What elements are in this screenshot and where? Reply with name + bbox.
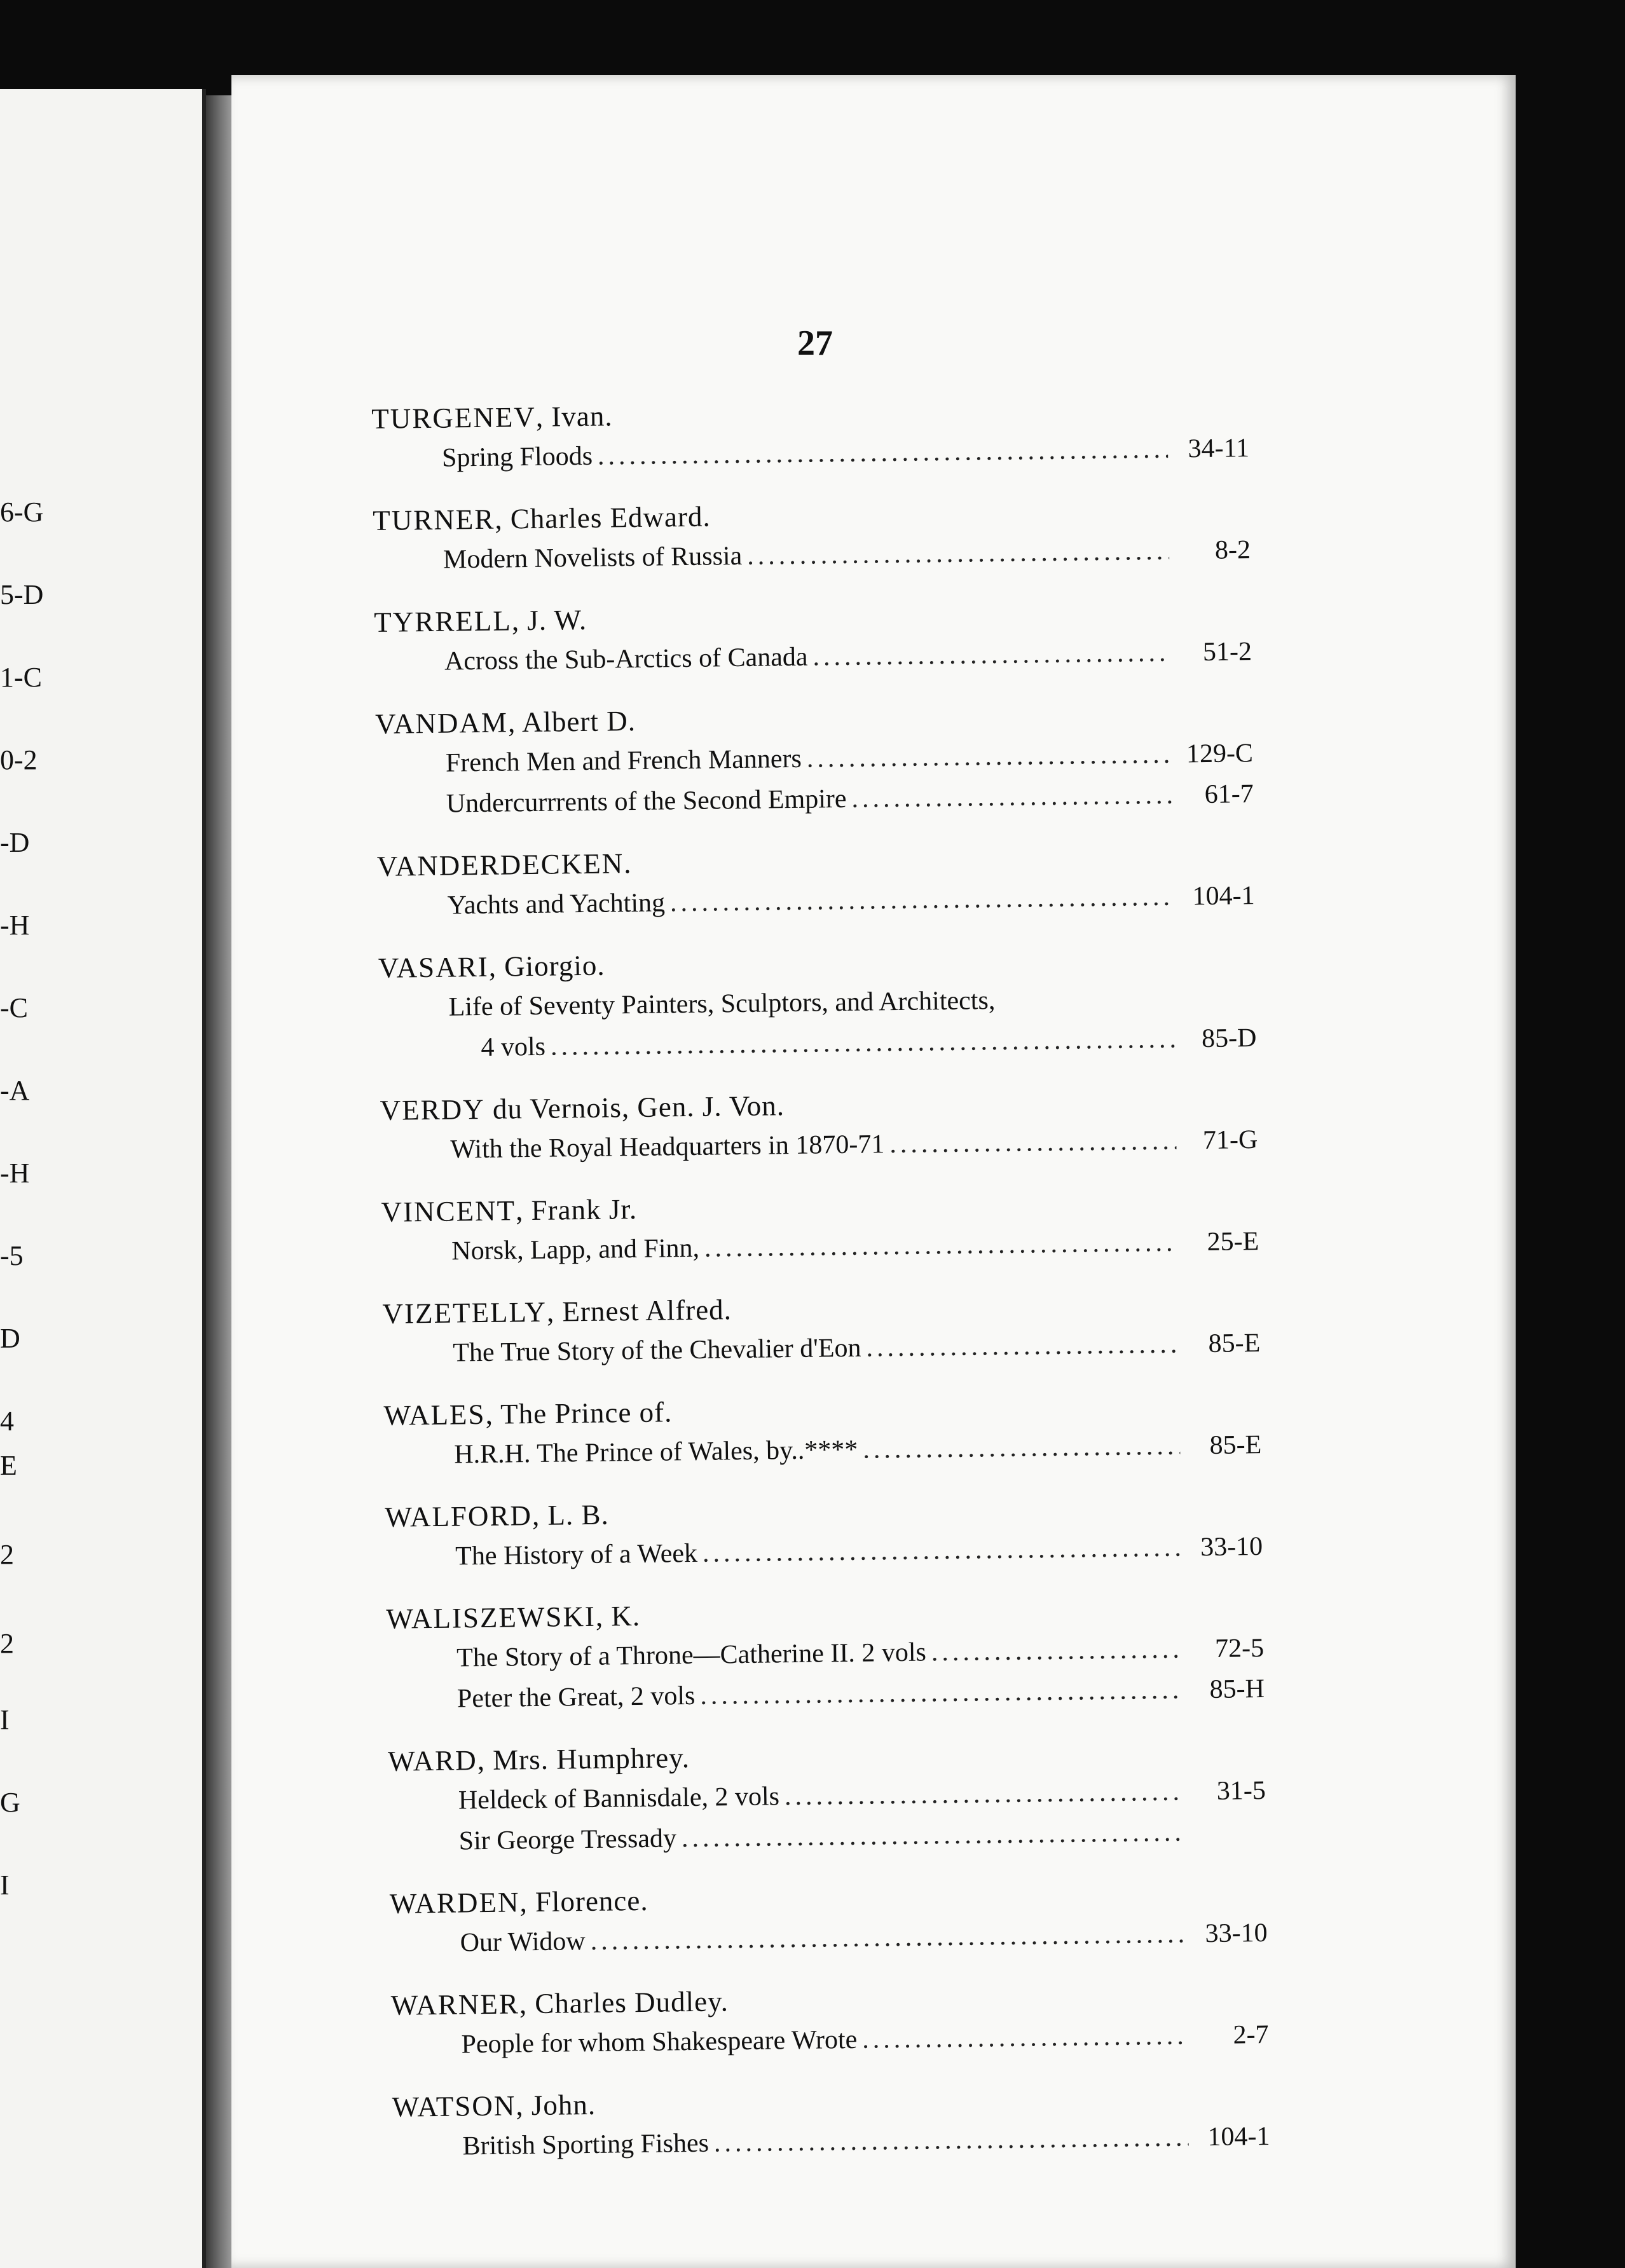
facing-page-ref: E bbox=[0, 1450, 17, 1481]
index-entries bbox=[371, 388, 1270, 2189]
author-surname: WARNER bbox=[390, 1988, 520, 2021]
dot-leader bbox=[851, 775, 1172, 819]
author-forename: , Charles Edward. bbox=[495, 500, 711, 535]
shelf-reference: 33-10 bbox=[1205, 1918, 1268, 1949]
shelf-reference: 72-5 bbox=[1214, 1633, 1265, 1663]
dot-leader bbox=[551, 1019, 1176, 1067]
author-surname: VANDAM bbox=[374, 706, 509, 740]
facing-page bbox=[0, 89, 206, 2268]
index-entry bbox=[392, 2077, 1270, 2168]
author-forename: , L. B. bbox=[531, 1498, 610, 1532]
dot-leader bbox=[703, 1527, 1182, 1574]
author-surname: WARD bbox=[387, 1744, 477, 1777]
author-forename: , Charles Dudley. bbox=[519, 1985, 729, 2020]
author-surname: WALISZEWSKI bbox=[386, 1600, 596, 1635]
dot-leader bbox=[863, 1426, 1181, 1470]
facing-page-ref: 4 bbox=[0, 1405, 14, 1437]
work-title: Life of Seventy Painters, Sculptors, and Architects, bbox=[448, 986, 996, 1022]
binding-gutter bbox=[206, 95, 231, 2268]
facing-page-ref: G bbox=[0, 1787, 20, 1818]
author-surname: WALES bbox=[383, 1398, 486, 1431]
facing-page-ref: 1-C bbox=[0, 662, 42, 693]
facing-page-ref: 2 bbox=[0, 1539, 14, 1570]
author-surname: WALFORD bbox=[385, 1499, 533, 1533]
work-title: Sir George Tressady bbox=[458, 1824, 677, 1856]
dot-leader bbox=[590, 1914, 1186, 1962]
dot-leader bbox=[862, 2016, 1188, 2060]
author-surname: VANDERDECKEN bbox=[376, 847, 624, 882]
work-title: Heldeck of Bannisdale, 2 vols bbox=[458, 1782, 780, 1815]
shelf-reference: 25-E bbox=[1207, 1227, 1259, 1257]
dot-leader bbox=[670, 877, 1174, 924]
author-forename: , The Prince of. bbox=[485, 1396, 673, 1430]
facing-page-ref: -5 bbox=[0, 1240, 24, 1271]
index-page bbox=[231, 75, 1516, 2268]
author-forename: . bbox=[623, 847, 632, 880]
facing-page-ref: 0-2 bbox=[0, 744, 38, 775]
dot-leader bbox=[700, 1670, 1183, 1716]
shelf-reference: 85-D bbox=[1201, 1023, 1257, 1054]
dot-leader bbox=[598, 429, 1169, 477]
shelf-reference: 104-1 bbox=[1192, 881, 1255, 912]
shelf-reference: 2-7 bbox=[1233, 2019, 1269, 2050]
shelf-reference: 8-2 bbox=[1214, 535, 1251, 565]
author-surname: TURNER bbox=[373, 503, 495, 536]
shelf-reference: 85-H bbox=[1209, 1674, 1265, 1705]
work-title-continuation: 4 vols bbox=[481, 1032, 546, 1062]
dot-leader bbox=[704, 1222, 1178, 1269]
facing-page-ref: -C bbox=[0, 992, 28, 1023]
shelf-reference: 129-C bbox=[1186, 739, 1254, 769]
facing-page-ref: 5-D bbox=[0, 579, 44, 610]
facing-page-ref: I bbox=[0, 1704, 10, 1735]
work-title: Norsk, Lapp, and Finn, bbox=[451, 1233, 700, 1266]
index-entry bbox=[380, 1080, 1258, 1171]
author-surname: WATSON bbox=[392, 2089, 516, 2123]
index-entry bbox=[385, 1487, 1263, 1578]
work-title: Peter the Great, 2 vols bbox=[456, 1681, 696, 1714]
shelf-reference: 85-E bbox=[1208, 1329, 1261, 1359]
index-entry bbox=[375, 693, 1254, 825]
dot-leader bbox=[931, 1629, 1183, 1673]
author-forename: , Frank Jr. bbox=[515, 1192, 638, 1227]
index-entry bbox=[386, 1588, 1265, 1720]
work-title: H.R.H. The Prince of Wales, by..**** bbox=[454, 1435, 858, 1470]
work-title: Spring Floods bbox=[441, 441, 593, 473]
author-forename: , Mrs. Humphrey. bbox=[477, 1742, 690, 1777]
work-title: Modern Novelists of Russia bbox=[442, 541, 743, 575]
work-title: Our Widow bbox=[460, 1927, 586, 1958]
index-entry bbox=[383, 1385, 1261, 1476]
index-entry bbox=[377, 836, 1255, 927]
work-title: Undercurrrents of the Second Empire bbox=[446, 784, 847, 819]
index-entry bbox=[374, 592, 1252, 683]
index-entry bbox=[390, 1873, 1268, 1964]
author-forename: , K. bbox=[595, 1599, 641, 1632]
author-surname: VASARI bbox=[378, 950, 489, 984]
dot-leader bbox=[812, 632, 1170, 678]
work-title: People for whom Shakespeare Wrote bbox=[461, 2025, 858, 2060]
author-forename: , Ernest Alfred. bbox=[546, 1294, 732, 1328]
facing-page-ref: -D bbox=[0, 827, 30, 858]
index-entry bbox=[381, 1182, 1259, 1273]
index-entry bbox=[373, 490, 1251, 581]
author-forename: , Albert D. bbox=[507, 704, 636, 739]
dot-leader bbox=[889, 1121, 1177, 1165]
facing-page-ref: I bbox=[0, 1869, 10, 1901]
author-forename: , Giorgio. bbox=[488, 949, 605, 983]
author-surname: VERDY bbox=[380, 1093, 485, 1126]
dot-leader bbox=[866, 1324, 1179, 1369]
author-surname: VINCENT bbox=[381, 1194, 516, 1228]
index-entry bbox=[371, 388, 1249, 479]
author-forename: du Vernois, Gen. J. Von. bbox=[484, 1090, 785, 1125]
shelf-reference: 33-10 bbox=[1200, 1532, 1263, 1562]
author-forename: , John. bbox=[516, 2088, 596, 2122]
work-title: The True Story of the Chevalier d'Eon bbox=[453, 1333, 861, 1368]
work-title: The History of a Week bbox=[455, 1538, 698, 1571]
facing-page-ref: -A bbox=[0, 1075, 30, 1106]
work-title: Yachts and Yachting bbox=[447, 888, 666, 920]
author-surname: TYRRELL bbox=[373, 605, 512, 638]
dot-leader bbox=[785, 1772, 1185, 1817]
facing-page-ref: -H bbox=[0, 1158, 30, 1189]
index-entry bbox=[390, 1975, 1268, 2066]
shelf-reference: 51-2 bbox=[1202, 637, 1252, 667]
dot-leader bbox=[682, 1812, 1185, 1859]
author-forename: , Florence. bbox=[519, 1884, 648, 1918]
shelf-reference: 71-G bbox=[1202, 1125, 1258, 1156]
facing-page-ref: 6-G bbox=[0, 496, 44, 528]
author-surname: TURGENEV bbox=[371, 400, 537, 435]
facing-page-ref: 2 bbox=[0, 1628, 14, 1659]
page-number: 27 bbox=[797, 324, 833, 363]
dot-leader bbox=[806, 734, 1172, 779]
dot-leader bbox=[747, 531, 1170, 577]
shelf-reference: 85-E bbox=[1209, 1430, 1262, 1461]
author-forename: , J. W. bbox=[511, 603, 587, 637]
index-entry bbox=[378, 938, 1257, 1069]
shelf-reference: 61-7 bbox=[1204, 779, 1254, 810]
index-entry bbox=[382, 1283, 1260, 1374]
shelf-reference: 104-1 bbox=[1207, 2121, 1270, 2152]
work-title: British Sporting Fishes bbox=[462, 2128, 710, 2161]
shelf-reference: 31-5 bbox=[1216, 1775, 1266, 1806]
work-title: With the Royal Headquarters in 1870-71 bbox=[450, 1130, 885, 1165]
work-title: Across the Sub-Arctics of Canada bbox=[444, 642, 808, 676]
dot-leader bbox=[714, 2117, 1189, 2164]
author-surname: VIZETELLY bbox=[382, 1295, 547, 1330]
index-entry bbox=[388, 1731, 1266, 1862]
work-title: The Story of a Throne—Catherine II. 2 vols bbox=[456, 1637, 927, 1673]
facing-page-ref: -H bbox=[0, 910, 30, 941]
shelf-reference: 34-11 bbox=[1188, 434, 1250, 464]
author-surname: WARDEN bbox=[389, 1886, 520, 1920]
work-title: French Men and French Manners bbox=[445, 744, 802, 778]
author-forename: , Ivan. bbox=[535, 400, 613, 433]
facing-page-ref: D bbox=[0, 1323, 20, 1354]
